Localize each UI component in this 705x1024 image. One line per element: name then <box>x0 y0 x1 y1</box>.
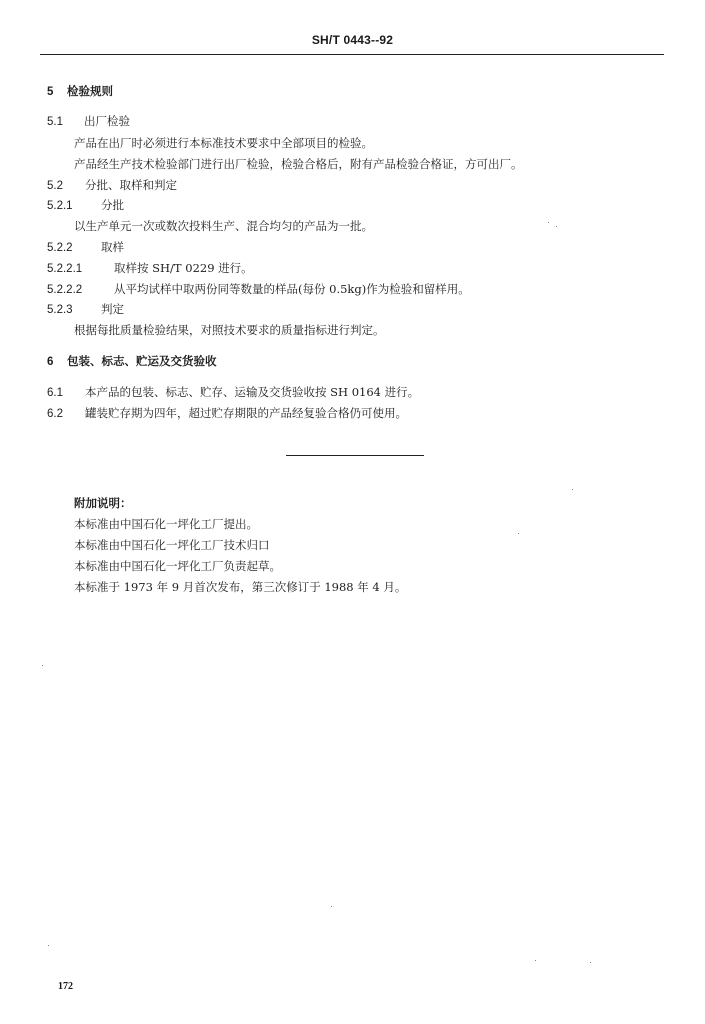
scan-speck <box>572 489 573 490</box>
clause-title: 出厂检验 <box>84 114 130 128</box>
notes-line: 本标准由中国石化一坪化工厂提出。 <box>74 517 258 531</box>
section-number: 6 <box>47 356 54 368</box>
clause-5-2-2-heading <box>47 240 124 255</box>
clause-number: 5.2.1 <box>47 200 73 212</box>
clause-number: 6.1 <box>47 387 63 399</box>
clause-6-2 <box>47 406 407 421</box>
scan-speck <box>518 533 519 534</box>
section-title: 包装、标志、贮运及交货验收 <box>67 354 217 368</box>
scan-speck <box>42 665 43 666</box>
clause-5-1-paragraph-1: 产品在出厂时必须进行本标准技术要求中全部项目的检验。 <box>74 136 373 150</box>
clause-text: 从平均试样中取两份同等数量的样品(每份 0.5kg)作为检验和留样用。 <box>114 282 470 296</box>
notes-line: 本标准于 1973 年 9 月首次发布，第三次修订于 1988 年 4 月。 <box>74 580 407 594</box>
notes-heading: 附加说明： <box>74 496 132 510</box>
section-5-heading <box>47 84 113 99</box>
scan-speck <box>48 945 49 946</box>
clause-5-2-1-paragraph: 以生产单元一次或数次投料生产、混合均匀的产品为一批。 <box>74 219 373 233</box>
clause-5-2-2-1 <box>47 261 253 276</box>
scan-speck <box>556 226 557 227</box>
scan-speck <box>590 962 591 963</box>
clause-number: 5.2.3 <box>47 304 73 316</box>
scan-speck <box>535 960 536 961</box>
clause-5-2-3-heading <box>47 302 124 317</box>
clause-number: 5.2 <box>47 180 63 192</box>
standard-code-header: SH/T 0443--92 <box>311 33 394 47</box>
clause-title: 分批 <box>101 198 124 212</box>
clause-6-1 <box>47 385 419 400</box>
clause-title: 判定 <box>101 302 124 316</box>
clause-number: 5.1 <box>47 116 63 128</box>
clause-title: 取样 <box>101 240 124 254</box>
clause-5-2-3-paragraph: 根据每批质量检验结果，对照技术要求的质量指标进行判定。 <box>74 323 385 337</box>
clause-number: 5.2.2.2 <box>47 284 83 296</box>
clause-text: 取样按 SH/T 0229 进行。 <box>114 261 253 275</box>
notes-line: 本标准由中国石化一坪化工厂负责起草。 <box>74 559 281 573</box>
end-of-text-rule <box>286 455 424 456</box>
clause-5-1-paragraph-2: 产品经生产技术检验部门进行出厂检验，检验合格后，附有产品检验合格证，方可出厂。 <box>74 157 523 171</box>
clause-5-2-2-2 <box>47 282 470 297</box>
section-title: 检验规则 <box>67 84 113 98</box>
section-6-heading <box>47 354 217 369</box>
clause-5-2-1-heading <box>47 198 124 213</box>
clause-5-1-heading <box>47 114 130 129</box>
section-number: 5 <box>47 86 54 98</box>
page-number: 172 <box>58 981 73 992</box>
clause-title: 分批、取样和判定 <box>85 178 177 192</box>
clause-5-2-heading <box>47 178 177 193</box>
clause-number: 6.2 <box>47 408 63 420</box>
notes-line: 本标准由中国石化一坪化工厂技术归口 <box>74 538 270 552</box>
clause-number: 5.2.2 <box>47 242 73 254</box>
scan-speck <box>331 906 332 907</box>
clause-number: 5.2.2.1 <box>47 263 83 275</box>
scan-speck <box>548 222 549 223</box>
clause-text: 罐装贮存期为四年，超过贮存期限的产品经复验合格仍可使用。 <box>85 406 407 420</box>
header-rule <box>40 54 664 55</box>
clause-text: 本产品的包装、标志、贮存、运输及交货验收按 SH 0164 进行。 <box>85 385 420 399</box>
